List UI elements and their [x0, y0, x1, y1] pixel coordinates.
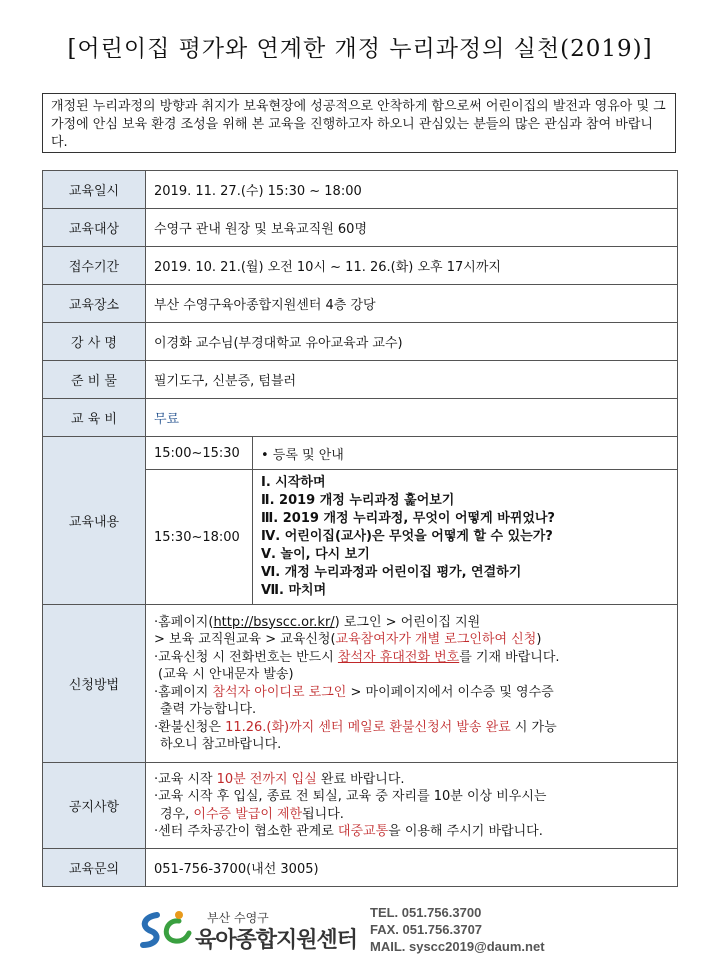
center-logo [135, 905, 365, 955]
row-fee [43, 399, 678, 437]
row-value: 필기도구, 신분증, 텀블러 [146, 361, 678, 399]
homepage-link[interactable]: http://bsyscc.or.kr/ [213, 614, 335, 630]
logo-big-text: 육아종합지원센터 [195, 928, 358, 953]
schedule-row [146, 437, 677, 470]
program-item: Ⅳ. 어린이집(교사)은 무엇을 어떻게 할 수 있는가? [261, 529, 553, 544]
tel-text: TEL. 051.756.3700 [370, 905, 482, 920]
row-label: 교 육 비 [43, 399, 146, 437]
row-label: 교육대상 [43, 209, 146, 247]
row-label: 준 비 물 [43, 361, 146, 399]
row-notice [43, 763, 678, 849]
row-date [43, 171, 678, 209]
schedule-time: 15:30~18:00 [146, 470, 253, 605]
row-label: 접수기간 [43, 247, 146, 285]
row-value: 수영구 관내 원장 및 보육교직원 60명 [146, 209, 678, 247]
row-target [43, 209, 678, 247]
row-value: 051-756-3700(내선 3005) [146, 849, 678, 887]
row-supplies [43, 361, 678, 399]
program-item: Ⅰ. 시작하며 [261, 475, 326, 490]
intro-text: 개정된 누리과정의 방향과 취지가 보육현장에 성공적으로 안착하게 함으로써 어린이집의 발전과 영유아 및 그 가정에 안심 보육 환경 조성을 위해 본 교육을 진행하고자 하오니 관심있는 분들의 많은 관심과 참여 바랍니다. [51, 99, 666, 150]
row-label: 교육문의 [43, 849, 146, 887]
row-inquiry [43, 849, 678, 887]
mail-text: MAIL. syscc2019@daum.net [370, 939, 545, 954]
program-item: Ⅲ. 2019 개정 누리과정, 무엇이 어떻게 바뀌었나? [261, 511, 555, 526]
row-label: 신청방법 [43, 605, 146, 763]
info-table [42, 170, 678, 887]
program-item: Ⅵ. 개정 누리과정과 어린이집 평가, 연결하기 [261, 565, 522, 580]
row-place [43, 285, 678, 323]
row-label: 강 사 명 [43, 323, 146, 361]
program-item: Ⅶ. 마치며 [261, 583, 327, 598]
row-value: 2019. 11. 27.(수) 15:30 ~ 18:00 [146, 171, 678, 209]
row-value: 부산 수영구육아종합지원센터 4층 강당 [146, 285, 678, 323]
row-value: 이경화 교수님(부경대학교 유아교육과 교수) [146, 323, 678, 361]
row-value: 2019. 10. 21.(월) 오전 10시 ~ 11. 26.(화) 오후 17시까지 [146, 247, 678, 285]
program-item: Ⅱ. 2019 개정 누리과정 훑어보기 [261, 493, 455, 508]
row-label: 교육장소 [43, 285, 146, 323]
row-period [43, 247, 678, 285]
row-label: 공지사항 [43, 763, 146, 849]
row-label: 교육일시 [43, 171, 146, 209]
contact-info [370, 904, 545, 955]
row-apply [43, 605, 678, 763]
apply-text: ·홈페이지(http://bsyscc.or.kr/) 로그인 > 어린이집 지원 > 보육 교직원교육 > 교육신청(교육참여자가 개별 로그인하여 신청) ·교육신청 시 전화번호는 반드시 참석자 휴대전화 번호를 기재 바랍니다. (교육 시 안내문자 발송) ·홈페이지 참석자 아이디로 로그인 > 마이페이지에서 이수증 및 영수증 출력 가능합니다. ·환불신청은 11.26.(화)까지 센터 메일로 환불신청서 발송 완료 시 가능 하오니 참고바랍니다. [154, 614, 560, 752]
logo-small-text: 부산 수영구 [207, 911, 269, 925]
row-lecturer [43, 323, 678, 361]
schedule-text: • 등록 및 안내 [253, 437, 678, 470]
program-list [261, 470, 669, 604]
program-item: Ⅴ. 놀이, 다시 보기 [261, 547, 370, 562]
schedule-time: 15:00~15:30 [146, 437, 253, 470]
row-value: 무료 [146, 399, 678, 437]
logo-mark-icon [135, 909, 195, 953]
page-title: [어린이집 평가와 연계한 개정 누리과정의 실천(2019)] [67, 36, 653, 62]
schedule-table [146, 437, 677, 604]
schedule-row [146, 470, 677, 605]
intro-box [42, 93, 676, 153]
notice-text: ·교육 시작 10분 전까지 입실 완료 바랍니다. ·교육 시작 후 입실, 종료 전 퇴실, 교육 중 자리를 10분 이상 비우시는 경우, 이수증 발급이 제한됩니다. ·센터 주차공간이 협소한 관계로 대중교통을 이용해 주시기 바랍니다. [154, 771, 547, 839]
fax-text: FAX. 051.756.3707 [370, 922, 483, 937]
row-content [43, 437, 678, 605]
row-label: 교육내용 [43, 437, 146, 605]
